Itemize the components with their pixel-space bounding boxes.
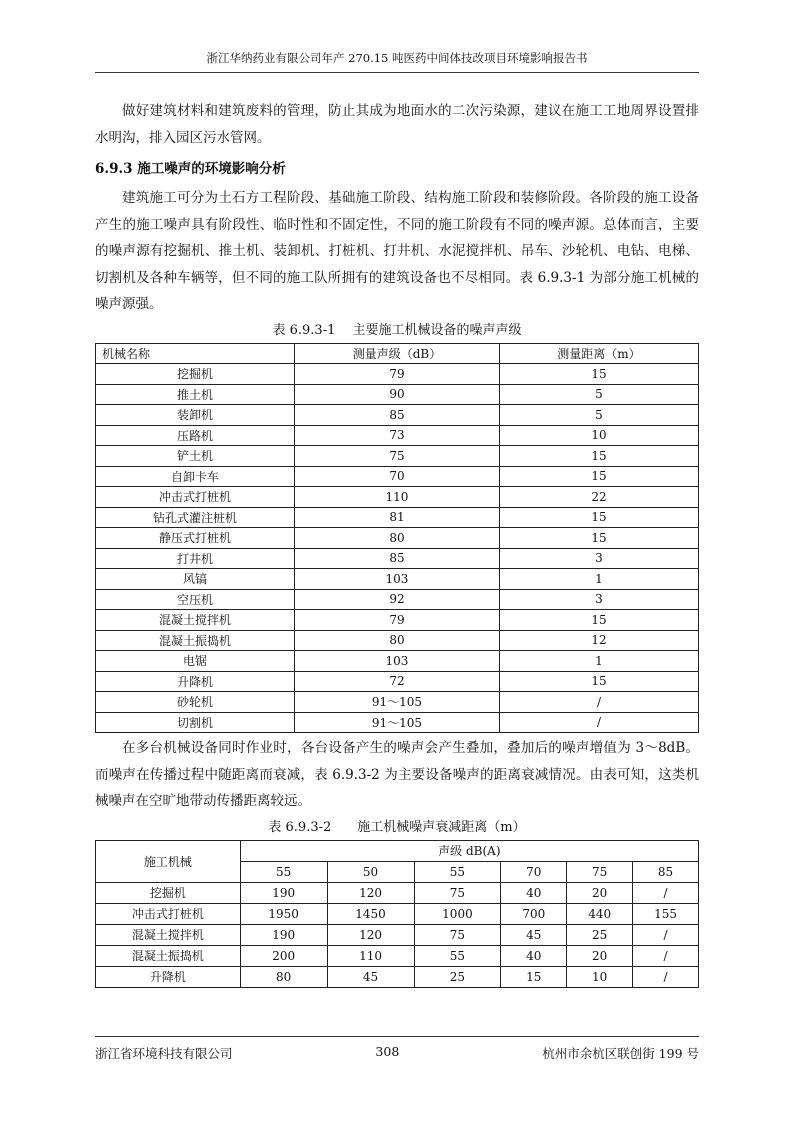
table-row <box>96 528 699 549</box>
table-cell: 110 <box>327 945 414 966</box>
table-row <box>96 364 699 385</box>
table-cell: 推土机 <box>96 384 295 405</box>
table-cell: 85 <box>294 405 499 426</box>
table-cell: 铲土机 <box>96 446 295 467</box>
table-cell: / <box>633 924 699 945</box>
table-cell: 压路机 <box>96 425 295 446</box>
table-cell: 200 <box>240 945 327 966</box>
level-header-cell: 70 <box>501 861 567 882</box>
table-row <box>96 446 699 467</box>
table-cell: 5 <box>500 384 699 405</box>
table-row <box>96 651 699 672</box>
table-cell: 75 <box>294 446 499 467</box>
table-cell: 装卸机 <box>96 405 295 426</box>
table-cell: 挖掘机 <box>96 882 241 903</box>
table1-body <box>96 364 699 733</box>
table-cell: 22 <box>500 487 699 508</box>
table-cell: 103 <box>294 569 499 590</box>
table-row <box>96 924 699 945</box>
table-cell: 15 <box>501 966 567 987</box>
table-cell: 冲击式打桩机 <box>96 487 295 508</box>
section-paragraph-1: 建筑施工可分为土石方工程阶段、基础施工阶段、结构施工阶段和装修阶段。各阶段的施工设备产生的施工噪声具有阶段性、临时性和不固定性，不同的施工阶段有不同的噪声源。总体而言，主要的噪声源有挖掘机、推土机、装卸机、打桩机、打井机、水泥搅拌机、吊车、沙轮机、电钻、电梯、切割机及各种车辆等，但不同的施工队所拥有的建筑设备也不尽相同。表 6.9.3-1 为部分施工机械的噪声源强。 <box>95 190 699 312</box>
table-cell: 90 <box>294 384 499 405</box>
section-paragraph-2: 在多台机械设备同时作业时，各台设备产生的噪声会产生叠加，叠加后的噪声增值为 3～8dB。而噪声在传播过程中随距离而衰减，表 6.9.3-2 为主要设备噪声的距离衰减情况。由表可知，这类机械噪声在空旷地带动传播距离较远。 <box>95 740 699 809</box>
table-cell: 冲击式打桩机 <box>96 903 241 924</box>
page-footer <box>95 1036 699 1062</box>
table-cell: 升降机 <box>96 671 295 692</box>
table-row <box>96 712 699 733</box>
table-cell: / <box>633 882 699 903</box>
table-row <box>96 692 699 713</box>
table-cell: 风镐 <box>96 569 295 590</box>
table1-header-machine: 机械名称 <box>96 343 295 364</box>
table-cell: 75 <box>414 882 501 903</box>
table-cell: 15 <box>500 466 699 487</box>
table-cell: 1 <box>500 651 699 672</box>
table-cell: 15 <box>500 671 699 692</box>
table2-header-levels: 声级 dB(A) <box>240 840 698 861</box>
table-cell: 155 <box>633 903 699 924</box>
table-row <box>96 945 699 966</box>
table-cell: 80 <box>294 528 499 549</box>
table-cell: 20 <box>567 882 633 903</box>
table-cell: 440 <box>567 903 633 924</box>
table-cell: 静压式打桩机 <box>96 528 295 549</box>
table-cell: 190 <box>240 882 327 903</box>
table-cell: 700 <box>501 903 567 924</box>
table-cell: 120 <box>327 924 414 945</box>
table-cell: 45 <box>327 966 414 987</box>
table-row <box>96 610 699 631</box>
table-cell: 挖掘机 <box>96 364 295 385</box>
table-cell: 80 <box>294 630 499 651</box>
table-row <box>96 384 699 405</box>
table1-header-distance: 测量距离（m） <box>500 343 699 364</box>
table-cell: 85 <box>294 548 499 569</box>
level-header-cell: 50 <box>327 861 414 882</box>
table-cell: 砂轮机 <box>96 692 295 713</box>
table-cell: 110 <box>294 487 499 508</box>
table-cell: / <box>633 966 699 987</box>
table-cell: 45 <box>501 924 567 945</box>
table2-header-machine: 施工机械 <box>96 840 241 882</box>
table-cell: 混凝土振捣机 <box>96 630 295 651</box>
table-row <box>96 405 699 426</box>
table-cell: 15 <box>500 364 699 385</box>
table-cell: 20 <box>567 945 633 966</box>
table-cell: 91～105 <box>294 692 499 713</box>
table-cell: 升降机 <box>96 966 241 987</box>
document-title: 浙江华纳药业有限公司年产 270.15 吨医药中间体技改项目环境影响报告书 <box>206 51 588 65</box>
level-header-cell: 55 <box>240 861 327 882</box>
table-row <box>96 487 699 508</box>
table1-header-level: 测量声级（dB） <box>294 343 499 364</box>
table-cell: 3 <box>500 548 699 569</box>
table-cell: 自卸卡车 <box>96 466 295 487</box>
level-header-cell: 75 <box>567 861 633 882</box>
table-cell: 80 <box>240 966 327 987</box>
table-cell: 打井机 <box>96 548 295 569</box>
table-cell: 1000 <box>414 903 501 924</box>
table-cell: 1450 <box>327 903 414 924</box>
table-row <box>96 882 699 903</box>
table-cell: 5 <box>500 405 699 426</box>
table-cell: 72 <box>294 671 499 692</box>
table-cell: 10 <box>567 966 633 987</box>
table-cell: 15 <box>500 528 699 549</box>
table-cell: 1950 <box>240 903 327 924</box>
table2-caption: 表 6.9.3-2 施工机械噪声衰减距离（m） <box>268 819 526 835</box>
table-row <box>96 548 699 569</box>
level-header-cell: 55 <box>414 861 501 882</box>
table-row <box>96 671 699 692</box>
table-cell: 混凝土振捣机 <box>96 945 241 966</box>
table-row <box>96 903 699 924</box>
level-header-cell: 85 <box>633 861 699 882</box>
table-cell: 81 <box>294 507 499 528</box>
table-cell: 25 <box>567 924 633 945</box>
table-cell: 15 <box>500 507 699 528</box>
page-header <box>95 50 699 73</box>
table-cell: 40 <box>501 945 567 966</box>
table-cell: 15 <box>500 446 699 467</box>
table-row <box>96 569 699 590</box>
table-cell: 钻孔式灌注桩机 <box>96 507 295 528</box>
table-cell: 103 <box>294 651 499 672</box>
page-content <box>95 98 699 988</box>
noise-level-table <box>95 343 699 734</box>
table-cell: 55 <box>414 945 501 966</box>
page-number: 308 <box>375 1044 400 1059</box>
table-cell: 3 <box>500 589 699 610</box>
table-cell: 15 <box>500 610 699 631</box>
table-cell: 混凝土搅拌机 <box>96 924 241 945</box>
table-cell: 73 <box>294 425 499 446</box>
table-cell: / <box>500 712 699 733</box>
table-row <box>96 466 699 487</box>
table-cell: 92 <box>294 589 499 610</box>
table-cell: 空压机 <box>96 589 295 610</box>
table1-header-row <box>96 343 699 364</box>
table1-caption: 表 6.9.3-1 主要施工机械设备的噪声声级 <box>272 322 522 338</box>
table-cell: / <box>500 692 699 713</box>
table-row <box>96 966 699 987</box>
table-cell: / <box>633 945 699 966</box>
table-row <box>96 589 699 610</box>
table-cell: 切割机 <box>96 712 295 733</box>
section-heading: 6.9.3 施工噪声的环境影响分析 <box>95 161 286 177</box>
table-cell: 75 <box>414 924 501 945</box>
table-row <box>96 630 699 651</box>
table-cell: 25 <box>414 966 501 987</box>
table-cell: 70 <box>294 466 499 487</box>
table-cell: 190 <box>240 924 327 945</box>
table-cell: 91～105 <box>294 712 499 733</box>
table-cell: 40 <box>501 882 567 903</box>
table-cell: 混凝土搅拌机 <box>96 610 295 631</box>
table-cell: 1 <box>500 569 699 590</box>
table-cell: 电锯 <box>96 651 295 672</box>
table-cell: 79 <box>294 610 499 631</box>
table-row <box>96 425 699 446</box>
footer-company: 浙江省环境科技有限公司 <box>95 1046 233 1061</box>
table-cell: 10 <box>500 425 699 446</box>
table2-body <box>96 882 699 987</box>
table-cell: 79 <box>294 364 499 385</box>
noise-attenuation-table <box>95 840 699 988</box>
table-cell: 120 <box>327 882 414 903</box>
table-cell: 12 <box>500 630 699 651</box>
table-row <box>96 507 699 528</box>
footer-address: 杭州市余杭区联创街 199 号 <box>542 1046 699 1061</box>
intro-paragraph: 做好建筑材料和建筑废料的管理，防止其成为地面水的二次污染源，建议在施工工地周界设置排水明沟，排入园区污水管网。 <box>95 103 699 146</box>
table2-header-row <box>96 840 699 861</box>
